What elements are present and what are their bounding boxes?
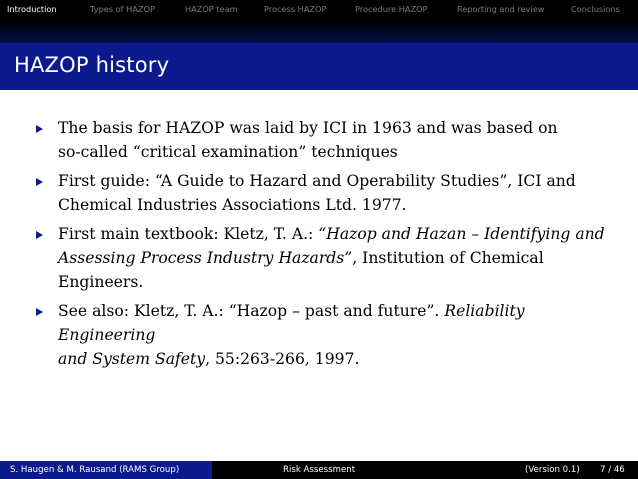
bullet-text [58, 116, 626, 164]
slide-footer [0, 461, 638, 479]
bullet-line: Chemical Industries Associations Ltd. 1977. [58, 196, 407, 214]
footer-page-number: 7 / 46 [600, 465, 625, 475]
bullet-line: , Institution of Chemical Engineers. [58, 249, 544, 291]
bullet-line: See also: Kletz, T. A.: “Hazop – past and future”. [58, 302, 445, 320]
bullet-triangle-icon [36, 178, 43, 186]
journal-title-italic: Reliability Engineering [58, 302, 525, 344]
bullet-line: so-called “critical examination” techniques [58, 143, 398, 161]
footer-authors: S. Haugen & M. Rausand (RAMS Group) [10, 465, 180, 475]
bullet-triangle-icon [36, 125, 43, 133]
header-gradient-band [0, 20, 638, 43]
bullet-item [36, 222, 626, 294]
bullet-line: First guide: “A Guide to Hazard and Operability Studies”, ICI and [58, 172, 576, 190]
bullet-line: First main textbook: Kletz, T. A.: [58, 225, 319, 243]
journal-title-italic: and System Safety [58, 350, 206, 368]
nav-item-process-hazop[interactable]: Process HAZOP [264, 4, 327, 14]
book-title-italic: “Hazop and Hazan – Identifying and [318, 225, 605, 243]
bullet-triangle-icon [36, 231, 43, 239]
footer-version: (Version 0.1) [525, 465, 580, 475]
bullet-item [36, 116, 626, 164]
bullet-item [36, 169, 626, 217]
bullet-line: , 55:263-266, 1997. [205, 350, 360, 368]
nav-item-hazop-team[interactable]: HAZOP team [185, 4, 238, 14]
footer-course-title: Risk Assessment [283, 465, 356, 475]
book-title-italic: Assessing Process Industry Hazards” [58, 249, 353, 267]
slide-title: HAZOP history [14, 53, 170, 77]
nav-item-introduction[interactable]: Introduction [7, 4, 57, 14]
nav-item-procedure-hazop[interactable]: Procedure HAZOP [355, 4, 428, 14]
bullet-triangle-icon [36, 308, 43, 316]
nav-item-types-of-hazop[interactable]: Types of HAZOP [90, 4, 155, 14]
bullet-text [58, 222, 626, 294]
section-navigation [0, 0, 638, 20]
bullet-item [36, 299, 626, 371]
bullet-text [58, 169, 626, 217]
bullet-line: The basis for HAZOP was laid by ICI in 1963 and was based on [58, 119, 558, 137]
nav-item-reporting-and-review[interactable]: Reporting and review [457, 4, 545, 14]
bullet-list [36, 116, 626, 376]
nav-item-conclusions[interactable]: Conclusions [571, 4, 620, 14]
bullet-text [58, 299, 626, 371]
